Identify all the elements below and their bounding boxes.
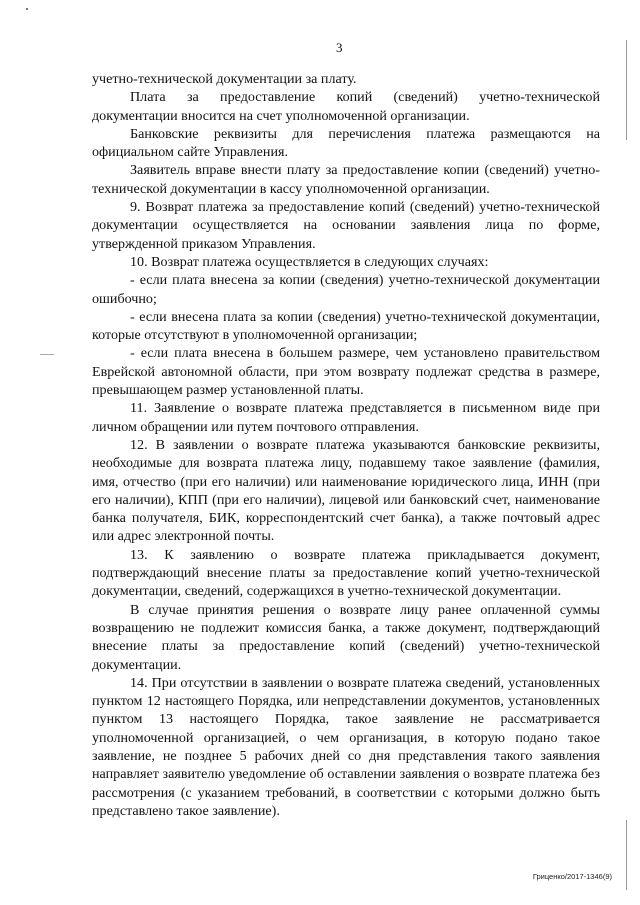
paragraph: Банковские реквизиты для перечисления платежа размещаются на официальном сайте Управления.: [92, 125, 600, 161]
page-number: 3: [336, 40, 343, 55]
paragraph: Заявитель вправе внести плату за предоставление копии (сведений) учетно-технической документации в кассу уполномоченной организации.: [92, 162, 600, 197]
body-text: [92, 70, 600, 820]
paragraph: учетно-технической документации за плату.: [92, 71, 357, 87]
list-item: - если внесена плата за копии (сведения) учетно-технической документации, которые отсутствуют в уполномоченной организации;: [92, 308, 600, 344]
scan-speck: [26, 8, 28, 10]
paragraph: В случае принятия решения о возврате лицу ранее оплаченной суммы возвращению не подлежит комиссия банка, а также документ, подтверждающий внесение платы за предоставление копий (сведений) учетно-технической документации.: [92, 601, 600, 673]
paragraph-item-11: 11. Заявление о возврате платежа представляется в письменном виде при личном обращении или путем почтового отправления.: [92, 400, 600, 435]
paragraph-item-10: 10. Возврат платежа осуществляется в следующих случаях:: [130, 253, 489, 270]
scan-speck: [40, 354, 54, 355]
paragraph-item-12: 12. В заявлении о возврате платежа указываются банковские реквизиты, необходимые для возврата платежа лицу, подавшему такое заявление (фамилия, имя, отчество (при его наличии) или наименование юридического лица, ИНН (при его наличии), КПП (при его наличии), лицевой или банковский счет, наименование банка получателя, БИК, корреспондентский счет банка), а также почтовый адрес или адрес электронной почты.: [92, 436, 600, 545]
footer-document-code: Гриценко/2017-1346(9): [532, 872, 612, 881]
list-item: - если плата внесена в большем размере, чем установлено правительством Еврейской автономной области, при этом возврату подлежат средства в размере, превышающем размер установленной платы.: [92, 345, 600, 399]
paragraph-item-14: 14. При отсутствии в заявлении о возврате платежа сведений, установленных пунктом 12 настоящего Порядка, или непредставлении документов, установленных пунктом 13 настоящего Порядка, такое заявление не рассматривается уполномоченной организацией, о чем организация, в которую подано такое заявление, не позднее 5 рабочих дней со дня представления такого заявления направляет заявителю уведомление об оставлении заявления о возврате платежа без рассмотрения (с указанием требований, в соответствии с которыми должно быть представлено такое заявление).: [92, 674, 600, 819]
paragraph-item-9: 9. Возврат платежа за предоставление копий (сведений) учетно-технической документации осуществляется на основании заявления лица по форме, утвержденной приказом Управления.: [92, 199, 600, 252]
paragraph: Плата за предоставление копий (сведений) учетно-технической документации вносится на счет уполномоченной организации.: [92, 89, 600, 124]
paragraph-item-13: 13. К заявлению о возврате платежа прикладывается документ, подтверждающий внесение платы за предоставление копий учетно-технической документации, сведений, содержащихся в учетно-технической документации.: [92, 546, 600, 600]
scan-edge-mark: [626, 40, 627, 140]
scan-edge-mark: [626, 820, 627, 890]
list-item: - если плата внесена за копии (сведения) учетно-технической документации ошибочно;: [92, 272, 600, 307]
